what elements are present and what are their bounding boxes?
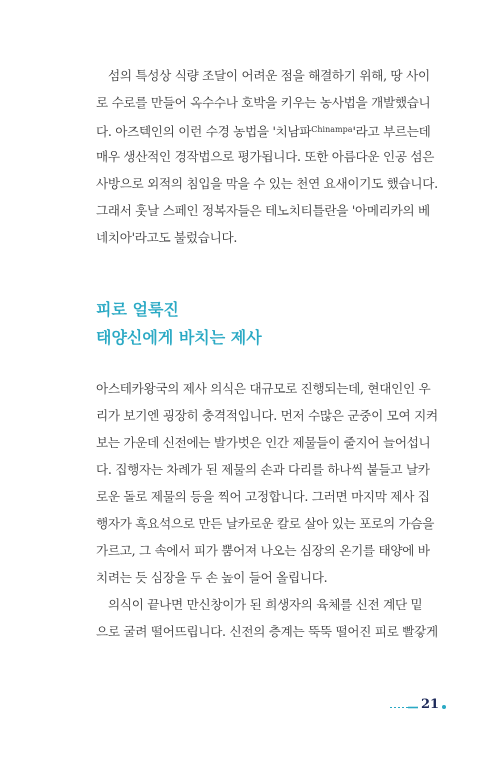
section-heading-line-2: 태양신에게 바치는 제사 xyxy=(96,328,262,347)
paragraph-1 xyxy=(96,62,436,251)
paragraph-1-line: 섬의 특성상 식량 조달이 어려운 점을 해결하기 위해, 땅 사이 xyxy=(108,68,430,83)
paragraph-1-line: 그래서 훗날 스페인 정복자들은 테노치티틀란을 '아메리카의 베 xyxy=(96,203,430,218)
paragraph-3 xyxy=(96,591,436,645)
paragraph-1-line: 매우 생산적인 경작법으로 평가됩니다. 또한 아름다운 인공 섬은 xyxy=(96,149,435,164)
paragraph-1-line xyxy=(96,116,436,143)
paragraph-1-line: 사방으로 외적의 침입을 막을 수 있는 천연 요새이기도 했습니다. xyxy=(96,176,438,191)
paragraph-2-line: 가르고, 그 속에서 피가 뿜어져 나오는 심장의 온기를 태양에 바 xyxy=(96,543,430,558)
paragraph-2-line: 다. 집행자는 차례가 된 제물의 손과 다리를 하나씩 붙들고 날카 xyxy=(96,462,430,477)
paragraph-2-line: 리가 보기엔 굉장히 충격적입니다. 먼저 수많은 군중이 모여 지켜 xyxy=(96,408,438,423)
paragraph-2-line: 보는 가운데 신전에는 발가벗은 인간 제물들이 줄지어 늘어섭니 xyxy=(96,435,431,450)
paragraph-2-line: 아스테카왕국의 제사 의식은 대규모로 진행되는데, 현대인인 우 xyxy=(96,381,431,396)
bullet-dot-icon xyxy=(442,705,446,709)
section-heading xyxy=(96,296,436,352)
paragraph-2-line: 로운 돌로 제물의 등을 찍어 고정합니다. 그러면 마지막 제사 집 xyxy=(96,489,430,504)
paragraph-1-line-end: '라고 부르는데 xyxy=(352,124,431,139)
paragraph-2-line: 행자가 흑요석으로 만든 날카로운 칼로 살아 있는 포로의 가슴을 xyxy=(96,516,435,531)
paragraph-3-line: 으로 굴려 떨어뜨립니다. 신전의 층계는 뚝뚝 떨어진 피로 빨갛게 xyxy=(96,624,438,639)
paragraph-1-line: 네치아'라고도 불렀습니다. xyxy=(96,230,238,245)
decorative-rule-icon xyxy=(390,706,418,709)
paragraph-2-line: 치려는 듯 심장을 두 손 높이 들어 올립니다. xyxy=(96,570,328,585)
paragraph-2 xyxy=(96,375,436,591)
paragraph-1-line: 로 수로를 만들어 옥수수나 호박을 키우는 농사법을 개발했습니 xyxy=(96,95,431,110)
section-heading-line-1: 피로 얼룩진 xyxy=(96,300,179,319)
page-number: 21 xyxy=(421,697,440,712)
paragraph-1-line-start: 다. 아즈텍인의 이런 수경 농법을 '치남파 xyxy=(96,124,312,139)
paragraph-3-line: 의식이 끝나면 만신창이가 된 희생자의 육체를 신전 계단 밑 xyxy=(108,597,423,612)
page-footer xyxy=(390,697,460,717)
superscript-term: Chinampa xyxy=(311,125,353,134)
